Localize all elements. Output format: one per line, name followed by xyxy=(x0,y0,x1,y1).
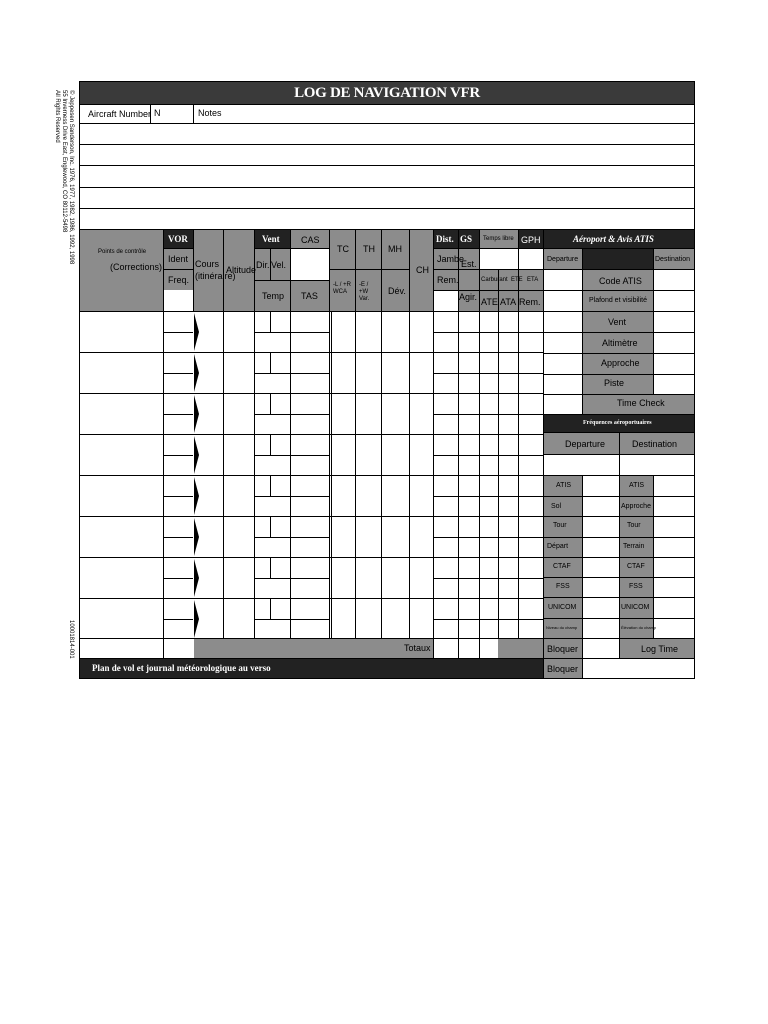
copyright-line2: 55 Inverness Drive East, Englewood, CO 80112-5498 xyxy=(61,90,67,233)
course-arrow-icon xyxy=(194,313,199,351)
agir-header: Agir. xyxy=(459,292,478,302)
freq-left-sol: Sol xyxy=(551,503,562,510)
freq-right-terrain: Terrain xyxy=(623,543,645,550)
course-arrow-icon xyxy=(194,559,199,597)
form-title: LOG DE NAVIGATION VFR xyxy=(80,82,694,104)
mh-header: MH xyxy=(388,244,402,254)
airport-row-vent: Vent xyxy=(608,317,627,327)
copyright-line3: All Rights Reserved xyxy=(54,90,60,143)
points-de-controle-header: Points de contrôle xyxy=(98,249,147,255)
dist-header: Dist. xyxy=(436,234,454,244)
dev-header: Dév. xyxy=(388,286,406,296)
ate-header: ATE xyxy=(481,297,498,307)
wca-header: -L / +R WCA xyxy=(333,282,351,295)
freq-left-fss: FSS xyxy=(556,583,570,590)
airport-row-altimetre: Altimètre xyxy=(602,338,638,348)
est-header: Est. xyxy=(461,259,477,269)
rem2-header: Rem. xyxy=(519,297,541,307)
eta-header: ETA xyxy=(527,277,539,283)
vel-header: Vel. xyxy=(271,260,287,270)
airport-row-plafond: Plafond et visibilité xyxy=(589,297,647,304)
totals-bar xyxy=(194,639,433,658)
freq-left-ctaf: CTAF xyxy=(553,563,571,570)
copyright-line1: © Jeppesen Sanderson, Inc. 1976, 1977, 1982, 1986, 1992, 1998 xyxy=(68,90,74,265)
carburant-header: Carburant xyxy=(481,277,508,283)
vent-header: Vent xyxy=(262,234,280,244)
bloquer-label-2: Bloquer xyxy=(547,664,579,674)
temp-header: Temp xyxy=(262,291,285,301)
airport-row-approche: Approche xyxy=(601,358,640,368)
freq-right-elevation: Élévation du champ xyxy=(621,625,657,630)
freq-right-fss: FSS xyxy=(629,583,643,590)
altitude-header: Altitude xyxy=(226,265,257,275)
freq-left-depart: Départ xyxy=(547,543,569,550)
var-header: -E / +W Var. xyxy=(359,282,370,302)
itineraire-header: (itinéraire) xyxy=(195,271,236,281)
notes-label: Notes xyxy=(198,108,222,118)
freq-left-unicom: UNICOM xyxy=(548,604,577,611)
totals-label: Totaux xyxy=(404,643,431,653)
airport-atis-header: Aéroport & Avis ATIS xyxy=(573,234,654,244)
frequencies-header: Fréquences aéroportuaires xyxy=(583,420,652,426)
airport-row-piste: Piste xyxy=(604,378,625,388)
form-code: 10001814-001 xyxy=(68,620,74,659)
ch-header: CH xyxy=(416,265,429,275)
cas-header: CAS xyxy=(301,235,320,245)
freq-right-approche: Approche xyxy=(621,503,651,510)
freq-right-tour: Tour xyxy=(627,522,641,529)
gph-header: GPH xyxy=(521,235,541,245)
course-arrow-icon xyxy=(194,354,199,392)
ident-header: Ident xyxy=(168,254,189,264)
freq-left-atis: ATIS xyxy=(556,482,572,489)
log-time-label: Log Time xyxy=(641,644,679,654)
rem-header: Rem. xyxy=(437,275,459,285)
th-header: TH xyxy=(363,244,375,254)
course-arrow-icon xyxy=(194,436,199,474)
cours-header: Cours xyxy=(195,259,220,269)
airport-row-time-check: Time Check xyxy=(617,398,665,408)
aircraft-number-label: Aircraft Number xyxy=(88,109,152,119)
dir-header: Dir. xyxy=(256,260,270,270)
course-arrow-icon xyxy=(194,395,199,433)
course-arrow-icon xyxy=(194,518,199,556)
ete-header: ETE xyxy=(511,277,523,283)
n-label: N xyxy=(154,108,161,118)
freq-header: Freq. xyxy=(168,275,190,285)
freq-left-niveau: Niveau du champ xyxy=(546,625,578,630)
freq-left-tour: Tour xyxy=(553,522,567,529)
tc-header: TC xyxy=(337,244,349,254)
course-arrow-icon xyxy=(194,600,199,638)
ata-header: ATA xyxy=(500,297,517,307)
footer-note: Plan de vol et journal météorologique au verso xyxy=(92,663,271,673)
freq-right-ctaf: CTAF xyxy=(627,563,645,570)
temps-libre-header: Temps libre xyxy=(483,236,514,242)
airport-departure-label: Departure xyxy=(547,256,579,263)
notes-field[interactable] xyxy=(80,124,694,229)
airport-row-code-atis: Code ATIS xyxy=(599,276,642,286)
freq-right-unicom: UNICOM xyxy=(621,604,650,611)
freq-right-atis: ATIS xyxy=(629,482,645,489)
airport-destination-label: Destination xyxy=(655,256,691,263)
log-row[interactable] xyxy=(80,598,543,638)
gs-header: GS xyxy=(460,234,473,244)
freq-departure-label: Departure xyxy=(565,439,606,449)
jambe-header: Jambe xyxy=(437,254,465,264)
freq-destination-label: Destination xyxy=(632,439,678,449)
corrections-header: (Corrections) xyxy=(110,262,163,272)
course-arrow-icon xyxy=(194,477,199,515)
tas-header: TAS xyxy=(301,291,318,301)
vor-header: VOR xyxy=(168,234,188,244)
bloquer-label-1: Bloquer xyxy=(547,644,579,654)
